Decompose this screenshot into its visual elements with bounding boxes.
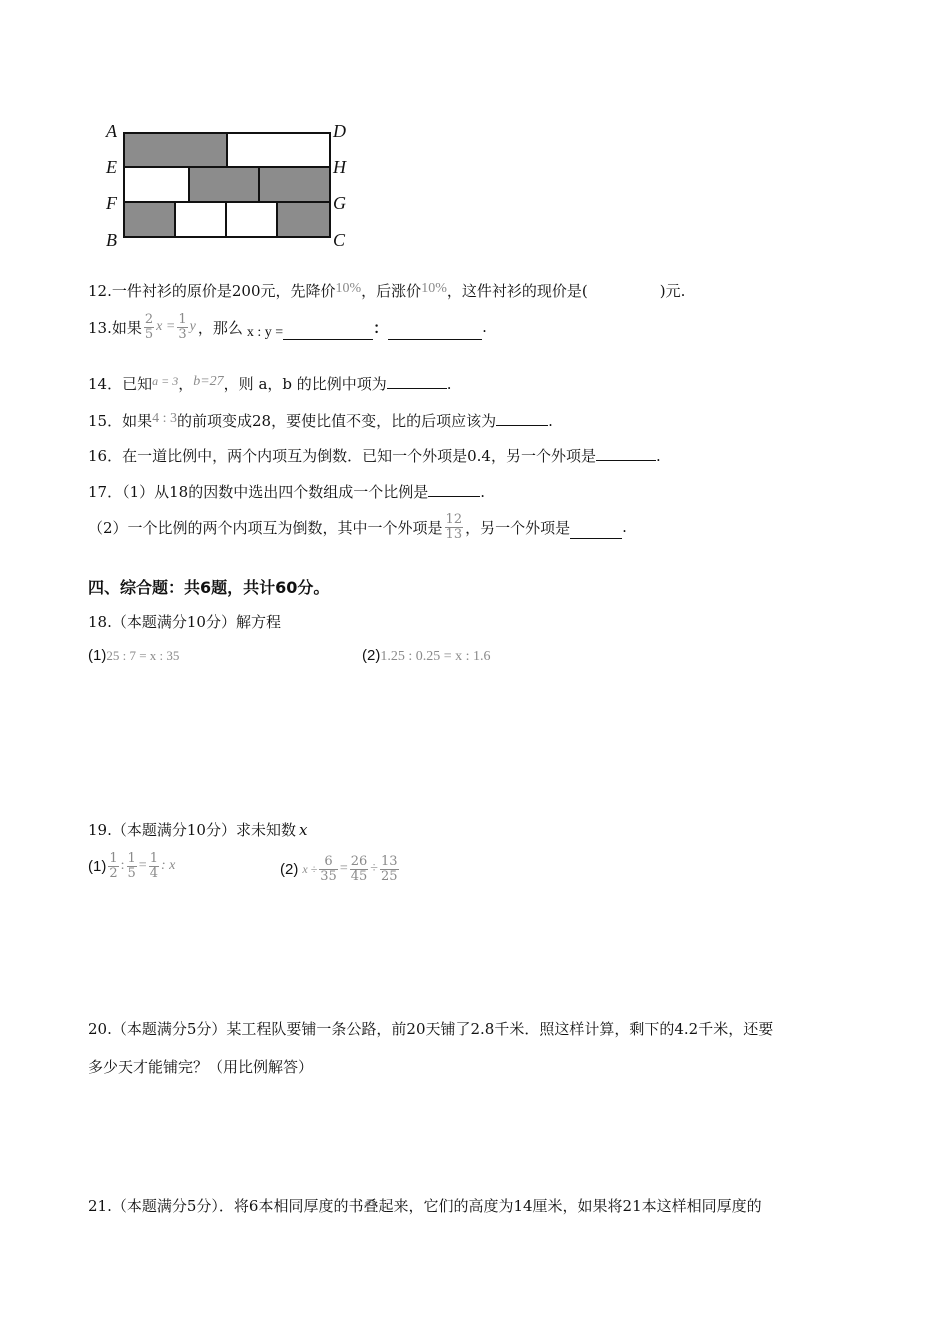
question-14 [88, 373, 452, 394]
q19-sub1-label: (1) [88, 857, 107, 875]
q13-fraction-1-3: $\frac{1}{3}$ [178, 312, 187, 342]
question-17-part1 [88, 481, 485, 502]
q18-sub1-equation: 25 : 7 = x : 35 [106, 648, 180, 663]
q19-sub1-frac-b: $\frac{1}{5}$ [127, 851, 136, 881]
q19-title-text: 19.（本题满分10分）求未知数 [88, 821, 296, 839]
question-13 [88, 313, 487, 341]
q19-var: x [298, 821, 308, 839]
block-row3-shaded-b [277, 202, 330, 237]
block-row3-white-a [175, 202, 226, 237]
section-4-heading: 四、综合题：共6题，共计60分。 [88, 578, 330, 597]
question-19-sub1 [88, 852, 175, 880]
q15-text-b: 的前项变成28，要使比值不变，比的后项应该为 [176, 412, 497, 430]
question-17-part2 [88, 513, 627, 541]
q16-blank[interactable] [596, 446, 656, 461]
q19-sub2-label: (2) [280, 860, 299, 878]
q17-part2-end: . [622, 518, 627, 537]
question-16 [88, 445, 661, 466]
q16-end: . [655, 447, 661, 465]
q19-sub1-frac-c: $\frac{1}{4}$ [149, 851, 158, 881]
label-C: C [333, 230, 346, 250]
q13-blank-1[interactable] [283, 325, 373, 340]
q12-text-b: ，后涨价 [361, 282, 422, 300]
q17-part1-end: . [480, 483, 486, 501]
label-F: F [106, 193, 117, 213]
q13-colon: ： [373, 318, 389, 337]
question-20-line2: 多少天才能铺完？（用比例解答） [88, 1058, 314, 1076]
q19-sub2-lead: x ÷ [302, 861, 318, 876]
q19-sub1-eq: = [138, 858, 147, 874]
q14-eq-b: b=27 [193, 374, 224, 389]
label-B: B [106, 230, 117, 250]
question-18-sub2 [362, 646, 491, 665]
block-row1-shaded [124, 133, 227, 167]
q13-mid: ，那么 [197, 318, 243, 337]
q18-sub2-label: (2) [362, 647, 381, 664]
brick-rectangle-figure [100, 115, 360, 255]
q15-ratio: 4 : 3 [152, 411, 177, 426]
question-12 [88, 280, 685, 301]
block-row3-white-b [226, 202, 277, 237]
q13-ratio: x : y = [246, 325, 284, 341]
question-19-title [88, 819, 307, 840]
q13-y: y [189, 319, 196, 335]
label-D: D [333, 121, 346, 141]
block-row2-shaded-a [189, 167, 259, 202]
q17-part2-blank[interactable] [570, 524, 622, 539]
q19-sub2-div: ÷ [370, 861, 378, 877]
question-15 [88, 410, 553, 431]
q13-blank-2[interactable] [388, 325, 482, 340]
block-row2-white [124, 167, 189, 202]
q13-prefix: 13.如果 [88, 318, 142, 337]
q14-blank[interactable] [387, 374, 447, 389]
q15-blank[interactable] [496, 411, 548, 426]
q12-text-a: 12.一件衬衫的原价是200元，先降价 [88, 282, 336, 300]
label-H: H [333, 157, 346, 177]
block-row3-shaded-a [124, 202, 175, 237]
label-E: E [106, 157, 117, 177]
block-row2-shaded-b [259, 167, 330, 202]
q14-end: . [446, 375, 452, 393]
q14-text-b: ， [178, 375, 194, 393]
q12-pct-up: 10% [421, 281, 447, 296]
q12-text-d: )元. [659, 282, 686, 300]
question-18-sub1 [88, 646, 179, 664]
q15-text-a: 15．如果 [88, 412, 153, 430]
q17-fraction-12-13: $\frac{12}{13}$ [445, 512, 463, 542]
q16-text-a: 16．在一道比例中，两个内项互为倒数．已知一个外项是0.4，另一个外项是 [88, 447, 596, 465]
q17-part1-text: 17．（1）从18的因数中选出四个数组成一个比例是 [88, 483, 429, 501]
q17-part2-text-a: （2）一个比例的两个内项互为倒数，其中一个外项是 [88, 518, 443, 537]
label-A: A [106, 121, 117, 141]
question-21-line1: 21.（本题满分5分）．将6本相同厚度的书叠起来，它们的高度为14厘米，如果将21本这样相同厚度的 [88, 1197, 762, 1215]
q19-sub2-frac-b: $\frac{26}{45}$ [350, 854, 368, 884]
q17-part2-text-b: ，另一个外项是 [465, 518, 571, 537]
q19-sub1-sep: : [120, 858, 125, 874]
q13-fraction-2-5: $\frac{2}{5}$ [144, 312, 154, 342]
question-18-title: 18.（本题满分10分）解方程 [88, 613, 281, 631]
q17-part1-blank[interactable] [428, 482, 480, 497]
label-G: G [333, 193, 346, 213]
q14-text-c: ，则 a，b 的比例中项为 [223, 375, 387, 393]
q18-sub1-label: (1) [88, 647, 107, 664]
question-19-sub2 [280, 855, 401, 883]
q14-text-a: 14．已知 [88, 375, 153, 393]
q12-text-c: ，这件衬衫的现价是( [446, 282, 588, 300]
q12-pct-down: 10% [335, 281, 362, 296]
q19-sub1-tail: : x [160, 858, 176, 874]
q13-x: x = [156, 319, 176, 335]
q13-end: . [482, 318, 487, 337]
q19-sub2-eq: = [339, 861, 348, 877]
q19-sub2-frac-a: $\frac{6}{35}$ [320, 854, 337, 884]
q19-sub2-frac-c: $\frac{13}{25}$ [380, 854, 398, 884]
q14-eq-a: a = 3 [152, 374, 179, 388]
q15-end: . [548, 412, 553, 430]
q18-sub2-equation: 1.25 : 0.25 = x : 1.6 [380, 649, 491, 664]
question-20-line1: 20.（本题满分5分）某工程队要铺一条公路，前20天铺了2.8千米．照这样计算，剩下的4.2千米，还要 [88, 1020, 774, 1038]
q19-sub1-frac-a: $\frac{1}{2}$ [109, 851, 118, 881]
block-row1-white [227, 133, 330, 167]
